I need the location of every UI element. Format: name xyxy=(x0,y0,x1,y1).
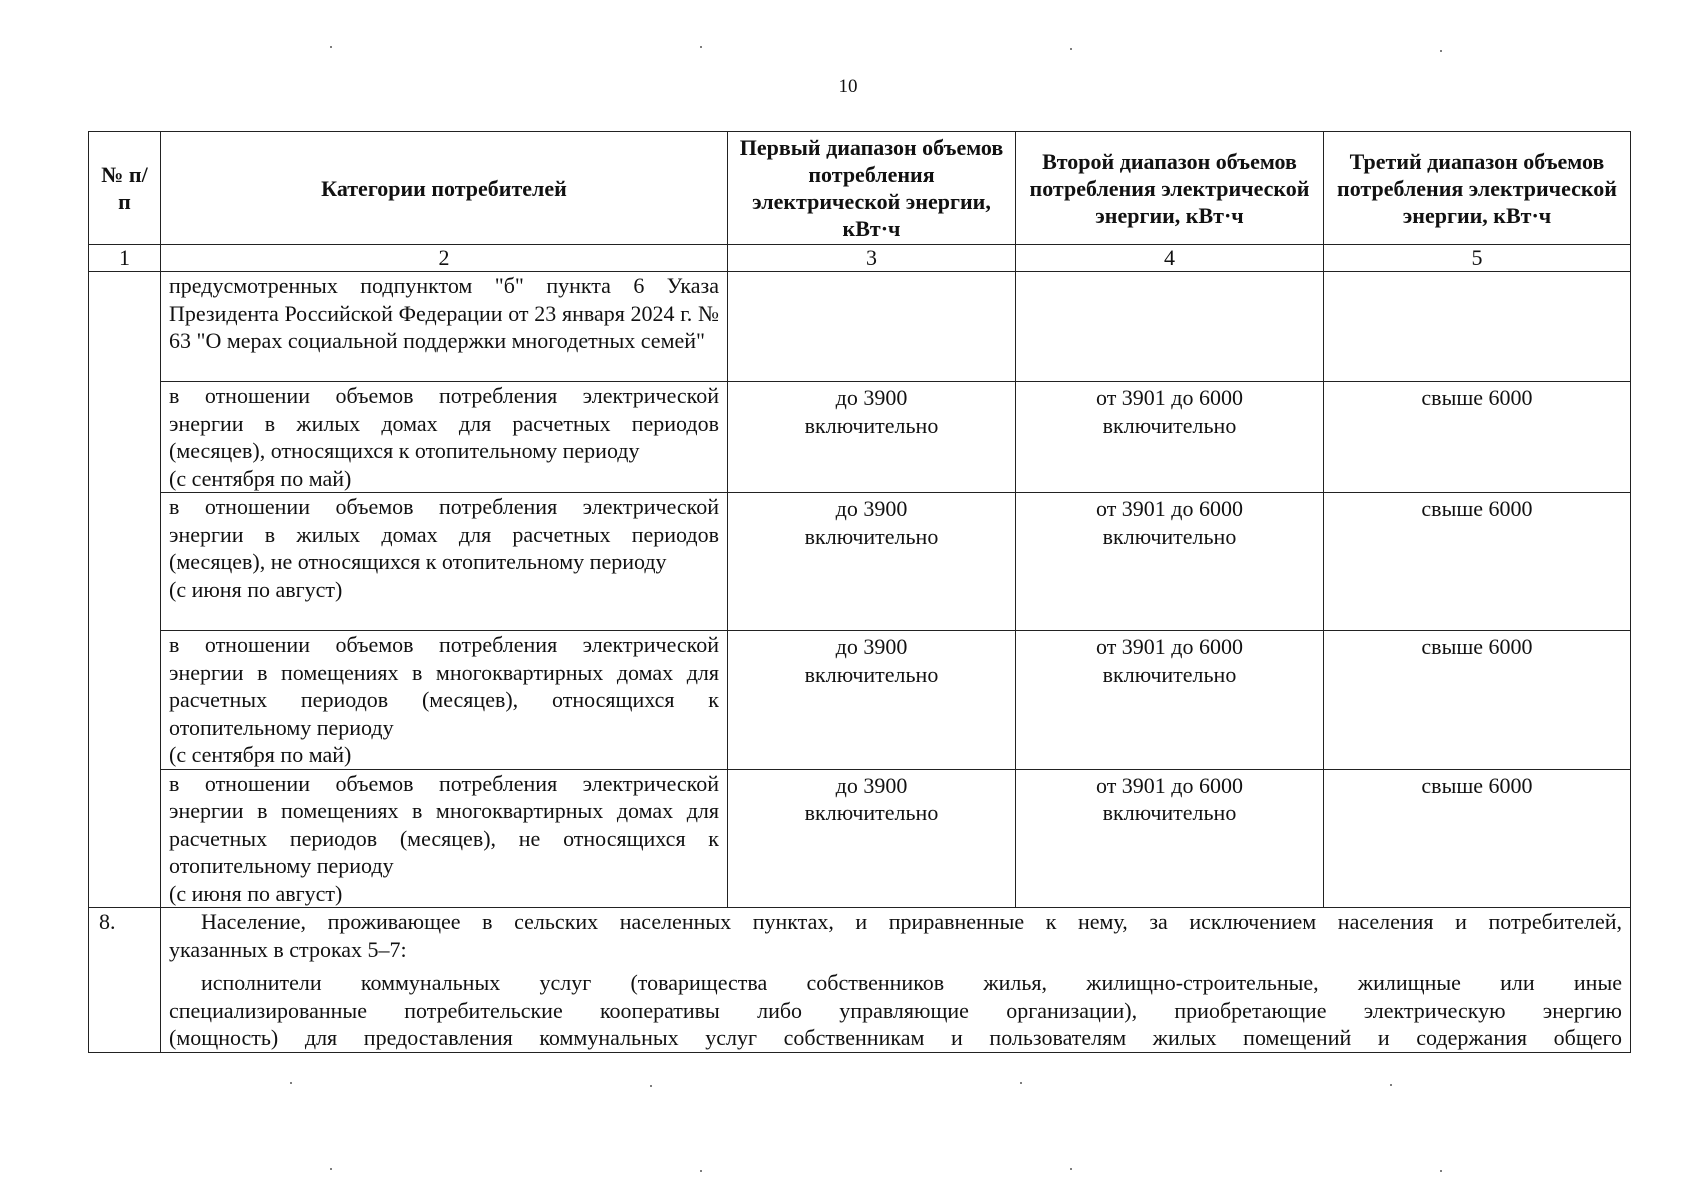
category-period: (с июня по август) xyxy=(169,576,343,602)
second-range-inclusive: включительно xyxy=(1102,661,1237,687)
category-text: в отношении объемов потребления электрической энергии в помещениях в многоквартирных домах для расчетных периодов (месяцев), не относящихся к отопительному периоду xyxy=(169,770,719,878)
row-8-paragraph-1-line-1: Население, проживающее в сельских населенных пунктах, и приравненные к нему, за исключением населения и потребителей, xyxy=(201,909,1622,934)
column-number: 3 xyxy=(728,245,1016,272)
first-range-inclusive: включительно xyxy=(804,661,939,687)
scan-speck xyxy=(330,46,332,48)
first-range-value: до 3900 xyxy=(835,496,908,521)
scan-speck xyxy=(290,1082,292,1084)
table-row xyxy=(89,272,1631,382)
second-range-value: от 3901 до 6000 xyxy=(1095,634,1244,659)
first-range-value: до 3900 xyxy=(835,385,908,410)
category-cell xyxy=(161,769,728,908)
scan-speck xyxy=(1390,1084,1392,1086)
scan-speck xyxy=(1070,1168,1072,1170)
category-text: в отношении объемов потребления электрической энергии в жилых домах для расчетных периодов (месяцев), не относящихся к отопительному периоду xyxy=(169,494,719,574)
second-range-value: от 3901 до 6000 xyxy=(1095,496,1244,521)
scan-speck xyxy=(700,1170,702,1172)
first-range-inclusive: включительно xyxy=(804,523,939,549)
third-range-cell xyxy=(1324,272,1631,382)
column-number: 4 xyxy=(1016,245,1324,272)
second-range-cell xyxy=(1016,769,1324,908)
first-range-inclusive: включительно xyxy=(804,800,939,825)
scan-speck xyxy=(330,1168,332,1170)
row-8-paragraph-2-line-1: исполнители коммунальных услуг (товарищества собственников жилья, жилищно-строительные, жилищные или иные xyxy=(201,970,1622,995)
category-period: (с сентября по май) xyxy=(169,465,352,491)
first-range-cell xyxy=(728,493,1016,631)
row-8-description xyxy=(161,908,1631,1053)
second-range-cell xyxy=(1016,493,1324,631)
first-range-cell xyxy=(728,382,1016,493)
table-row xyxy=(89,493,1631,631)
first-range-inclusive: включительно xyxy=(804,412,939,438)
second-range-value: от 3901 до 6000 xyxy=(1095,385,1244,410)
scan-speck xyxy=(1070,48,1072,50)
third-range-cell: свыше 6000 xyxy=(1324,382,1631,493)
first-range-cell xyxy=(728,272,1016,382)
column-number-row xyxy=(89,245,1631,272)
header-first-range: Первый диапазон объемов потребления электрической энергии, кВт·ч xyxy=(728,132,1016,245)
row-8-paragraph-2-line-2: специализированные потребительские кооперативы либо управляющие организации), приобретающие электрическую энергию xyxy=(169,997,1622,1023)
scan-speck xyxy=(1440,1170,1442,1172)
category-text: предусмотренных подпунктом "б" пункта 6 Указа Президента Российской Федерации от 23 января 2024 г. № 63 "О мерах социальной поддержки многодетных семей" xyxy=(169,273,719,353)
tariff-table xyxy=(88,131,1631,1053)
second-range-cell xyxy=(1016,631,1324,770)
second-range-inclusive: включительно xyxy=(1102,412,1237,438)
category-text: в отношении объемов потребления электрической энергии в помещениях в многоквартирных домах для расчетных периодов (месяцев), относящихся к отопительному периоду xyxy=(169,632,719,740)
header-number: № п/п xyxy=(89,132,161,245)
column-number: 5 xyxy=(1324,245,1631,272)
third-range-cell: свыше 6000 xyxy=(1324,493,1631,631)
row-8-paragraph-1-line-2: указанных в строках 5–7: xyxy=(169,936,407,962)
row-index-empty xyxy=(89,272,161,908)
table-row-8 xyxy=(89,908,1631,1053)
first-range-value: до 3900 xyxy=(835,772,908,798)
table-row xyxy=(89,382,1631,493)
second-range-cell xyxy=(1016,382,1324,493)
header-third-range: Третий диапазон объемов потребления электрической энергии, кВт·ч xyxy=(1324,132,1631,245)
table-header-row xyxy=(89,132,1631,245)
table-row xyxy=(89,631,1631,770)
column-number: 1 xyxy=(89,245,161,272)
header-second-range: Второй диапазон объемов потребления электрической энергии, кВт·ч xyxy=(1016,132,1324,245)
category-period: (с июня по август) xyxy=(169,880,343,906)
category-cell xyxy=(161,382,728,493)
scan-speck xyxy=(1020,1082,1022,1084)
row-index: 8. xyxy=(89,908,161,1053)
scan-speck xyxy=(650,1085,652,1087)
second-range-inclusive: включительно xyxy=(1102,523,1237,549)
category-cell xyxy=(161,272,728,382)
row-8-paragraph-2-line-3: (мощность) для предоставления коммунальных услуг собственникам и пользователям жилых помещений и содержания общего xyxy=(169,1025,1622,1050)
scan-speck xyxy=(700,46,702,48)
scan-speck xyxy=(1440,50,1442,52)
first-range-cell xyxy=(728,769,1016,908)
category-period: (с сентября по май) xyxy=(169,742,352,767)
table-row xyxy=(89,769,1631,908)
category-cell xyxy=(161,493,728,631)
second-range-value: от 3901 до 6000 xyxy=(1095,772,1244,798)
first-range-value: до 3900 xyxy=(835,634,908,659)
page-number: 10 xyxy=(838,76,858,97)
category-text: в отношении объемов потребления электрической энергии в жилых домах для расчетных периодов (месяцев), относящихся к отопительному периоду xyxy=(169,383,719,463)
second-range-cell xyxy=(1016,272,1324,382)
column-number: 2 xyxy=(161,245,728,272)
second-range-inclusive: включительно xyxy=(1102,800,1237,825)
third-range-cell: свыше 6000 xyxy=(1324,631,1631,770)
header-category: Категории потребителей xyxy=(161,132,728,245)
category-cell xyxy=(161,631,728,770)
third-range-cell: свыше 6000 xyxy=(1324,769,1631,908)
first-range-cell xyxy=(728,631,1016,770)
